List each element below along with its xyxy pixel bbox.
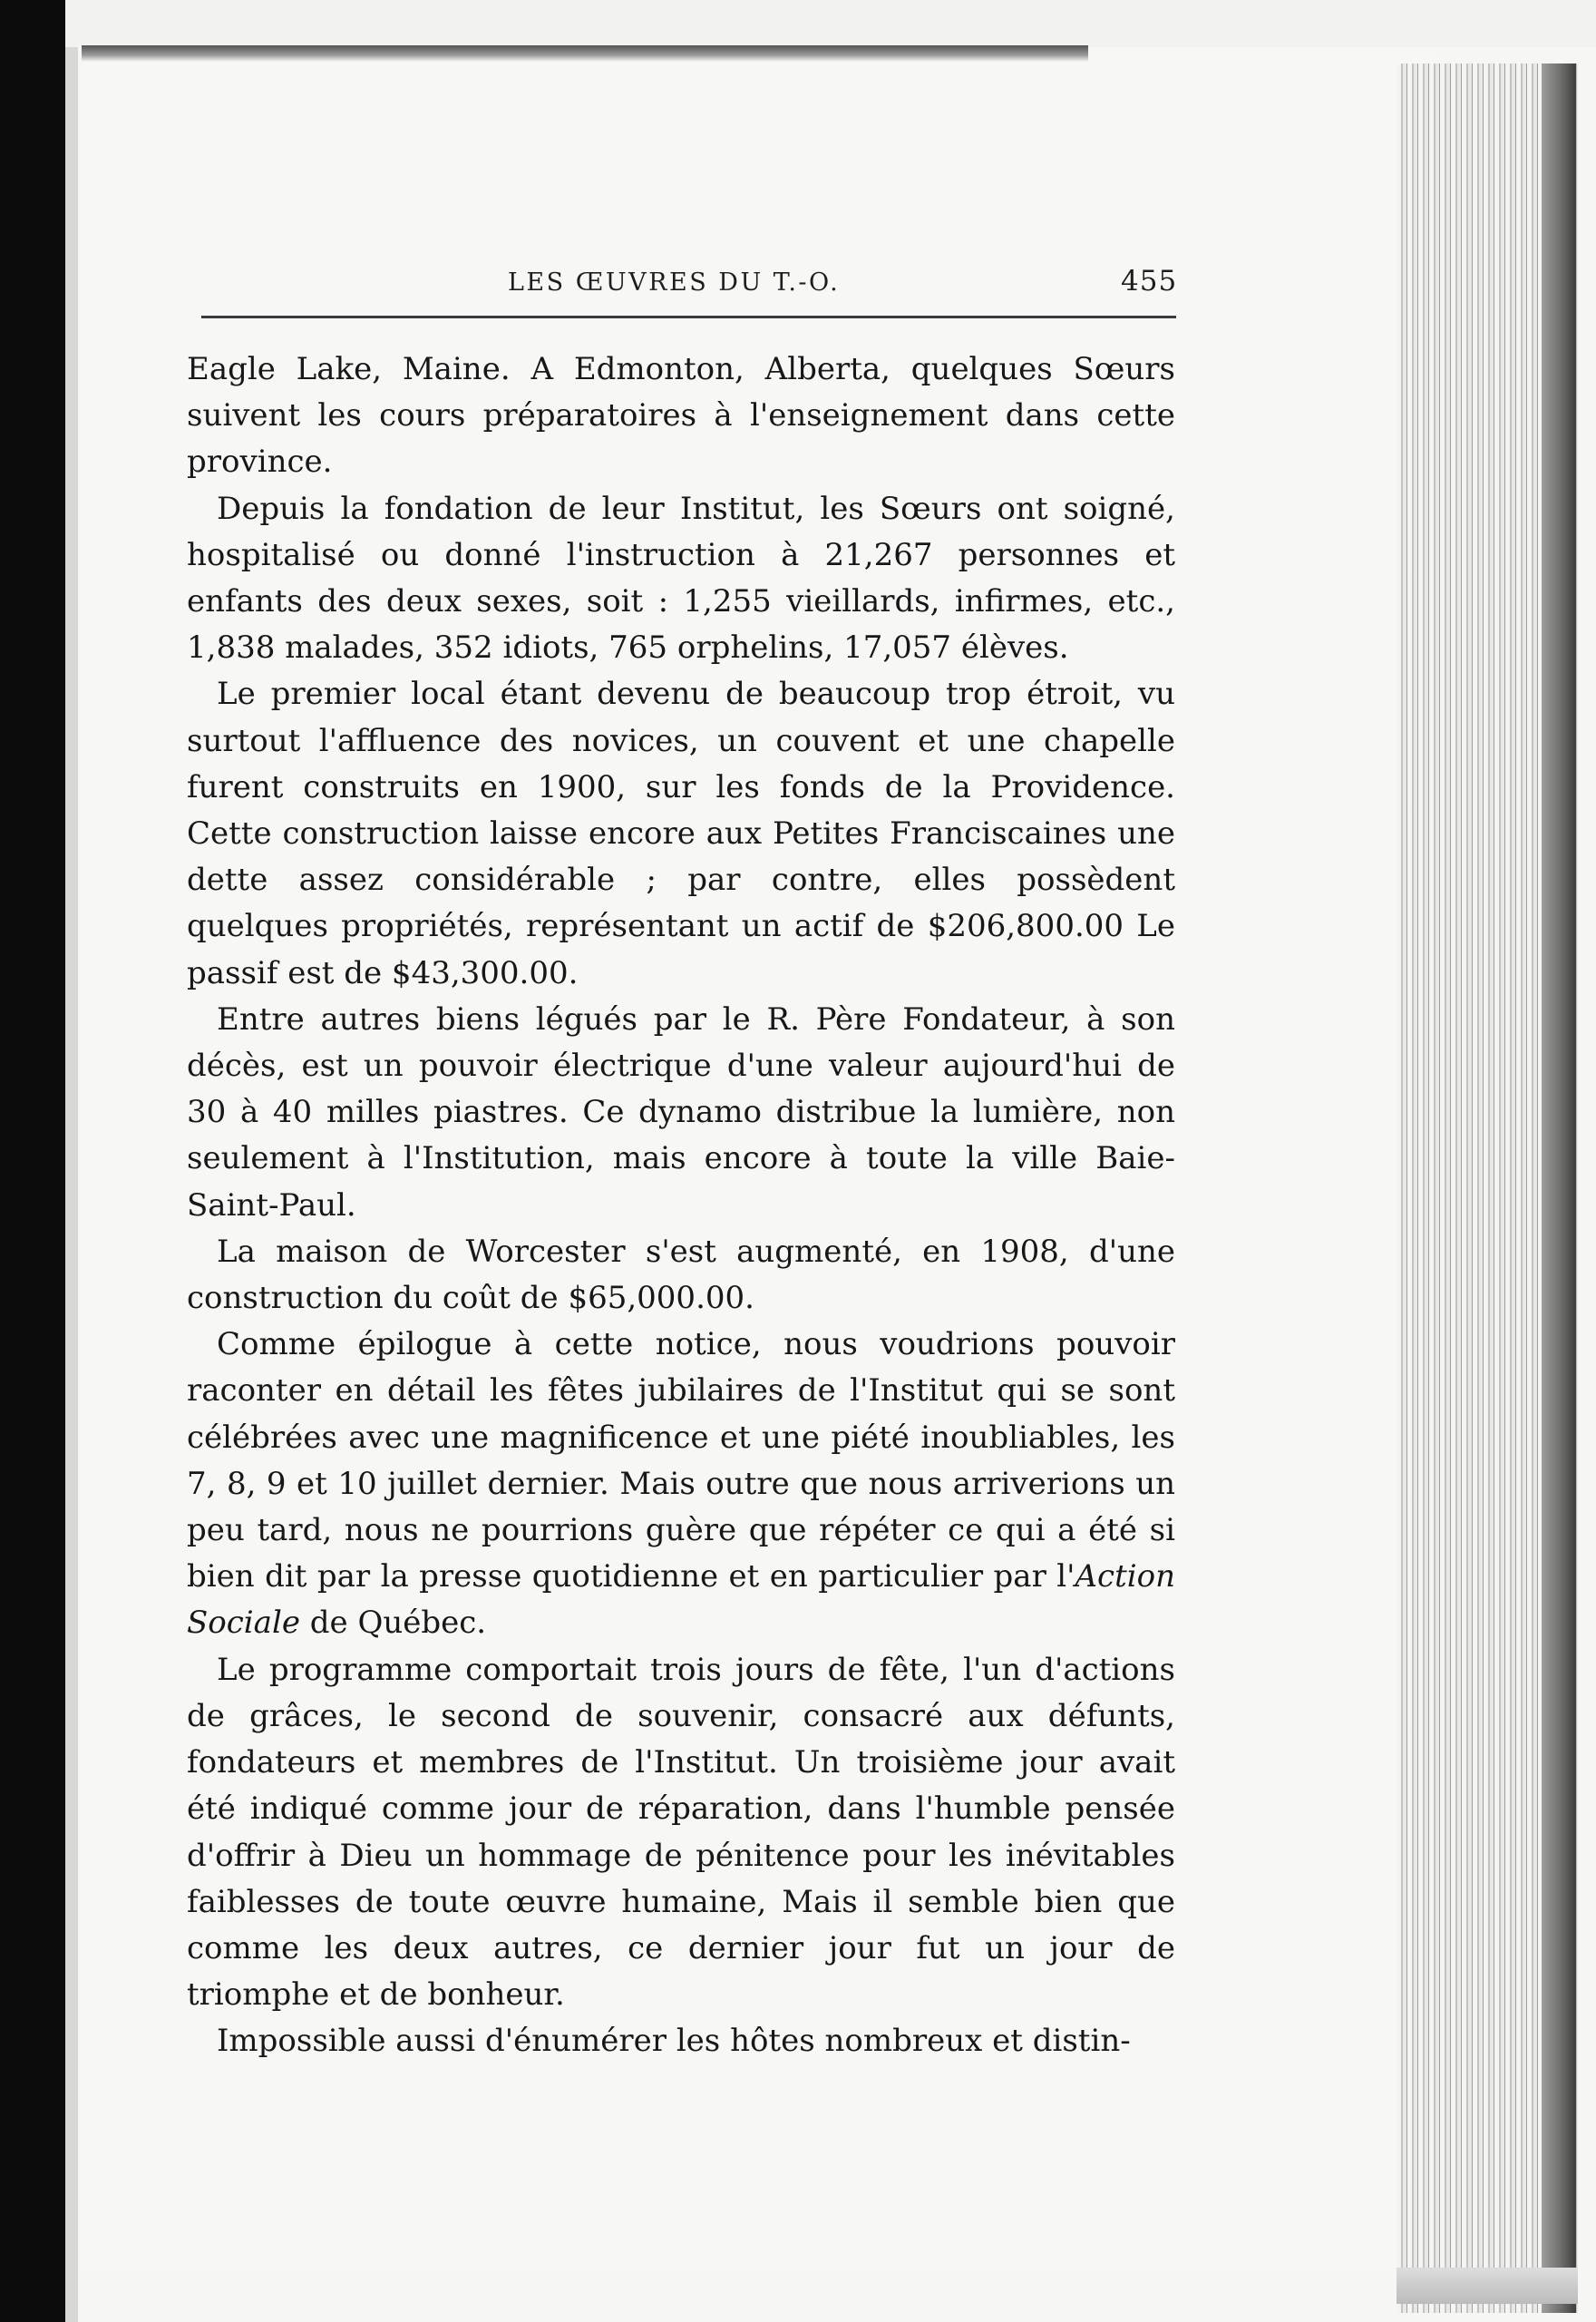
paragraph: Depuis la fondation de leur Institut, les Sœurs ont soigné, hospitalisé ou donné l'instruction à 21,267 personnes et enfants des deux sexes, soit : 1,255 vieillards, infirmes, etc., 1,838 malades, 352 idiots, 765 orphelins, 17,057 élèves. <box>187 490 1175 667</box>
newspaper-title: Action Sociale <box>187 1558 1175 1642</box>
paragraph: Le programme comportait trois jours de fête, l'un d'actions de grâces, le second de souvenir, consacré aux défunts, fondateurs et membres de l'Institut. Un troisième jour avait été indiqué comme jour de réparation, dans l'humble pensée d'offrir à Dieu un hommage de pénitence pour les inévitables faiblesses de toute œuvre humaine, Mais il semble bien que comme les deux autres, ce dernier jour fut un jour de triomphe et de bonheur. <box>187 1651 1175 2014</box>
paragraph: Eagle Lake, Maine. A Edmonton, Alberta, quelques Sœurs suivent les cours préparatoires à l'enseignement dans cette province. <box>187 351 1175 481</box>
page-top-shadow <box>82 45 1088 62</box>
body-text <box>187 346 1175 2065</box>
facing-page-edge <box>65 0 78 2322</box>
paragraph-text: de Québec. <box>299 1605 487 1642</box>
paragraph: Le premier local étant devenu de beaucoup trop étroit, vu surtout l'affluence des novices, un couvent et une chapelle furent construits en 1900, sur les fonds de la Providence. Cette construction laisse encore aux Petites Franciscaines une dette assez considérable ; par contre, elles possèdent quelques propriétés, représentant un actif de $206,800.00 Le passif est de $43,300.00. <box>187 676 1175 991</box>
scan-left-margin <box>0 0 65 2322</box>
paragraph <box>187 1322 1175 1646</box>
scan-top-band <box>65 0 1596 47</box>
paragraph-text: Comme épilogue à cette notice, nous voudrions pouvoir raconter en détail les fêtes jubilaires de l'Institut qui se sont célébrées avec une magnificence et une piété inoubliables, les 7, 8, 9 et 10 juillet dernier. Mais outre que nous arriverions un peu tard, nous ne pourrions guère que répéter ce qui a été si bien dit par la presse quotidienne et en particulier par l' <box>187 1326 1175 1595</box>
page-number: 455 <box>1121 265 1178 298</box>
paragraph: Entre autres biens légués par le R. Père Fondateur, à son décès, est un pouvoir électrique d'une valeur aujourd'hui de 30 à 40 milles piastres. Ce dynamo distribue la lumière, non seulement à l'Institution, mais encore à toute la ville Baie-Saint-Paul. <box>187 1000 1175 1224</box>
running-title: LES ŒUVRES DU T.-O. <box>508 268 841 297</box>
book-fore-edge <box>1542 63 1576 2313</box>
book-bottom-edge <box>1396 2268 1578 2304</box>
header-rule <box>201 316 1176 318</box>
paragraph: La maison de Worcester s'est augmenté, en 1908, d'une construction du coût de $65,000.00. <box>187 1233 1175 1317</box>
paragraph: Impossible aussi d'énumérer les hôtes nombreux et distin- <box>217 2023 1131 2060</box>
